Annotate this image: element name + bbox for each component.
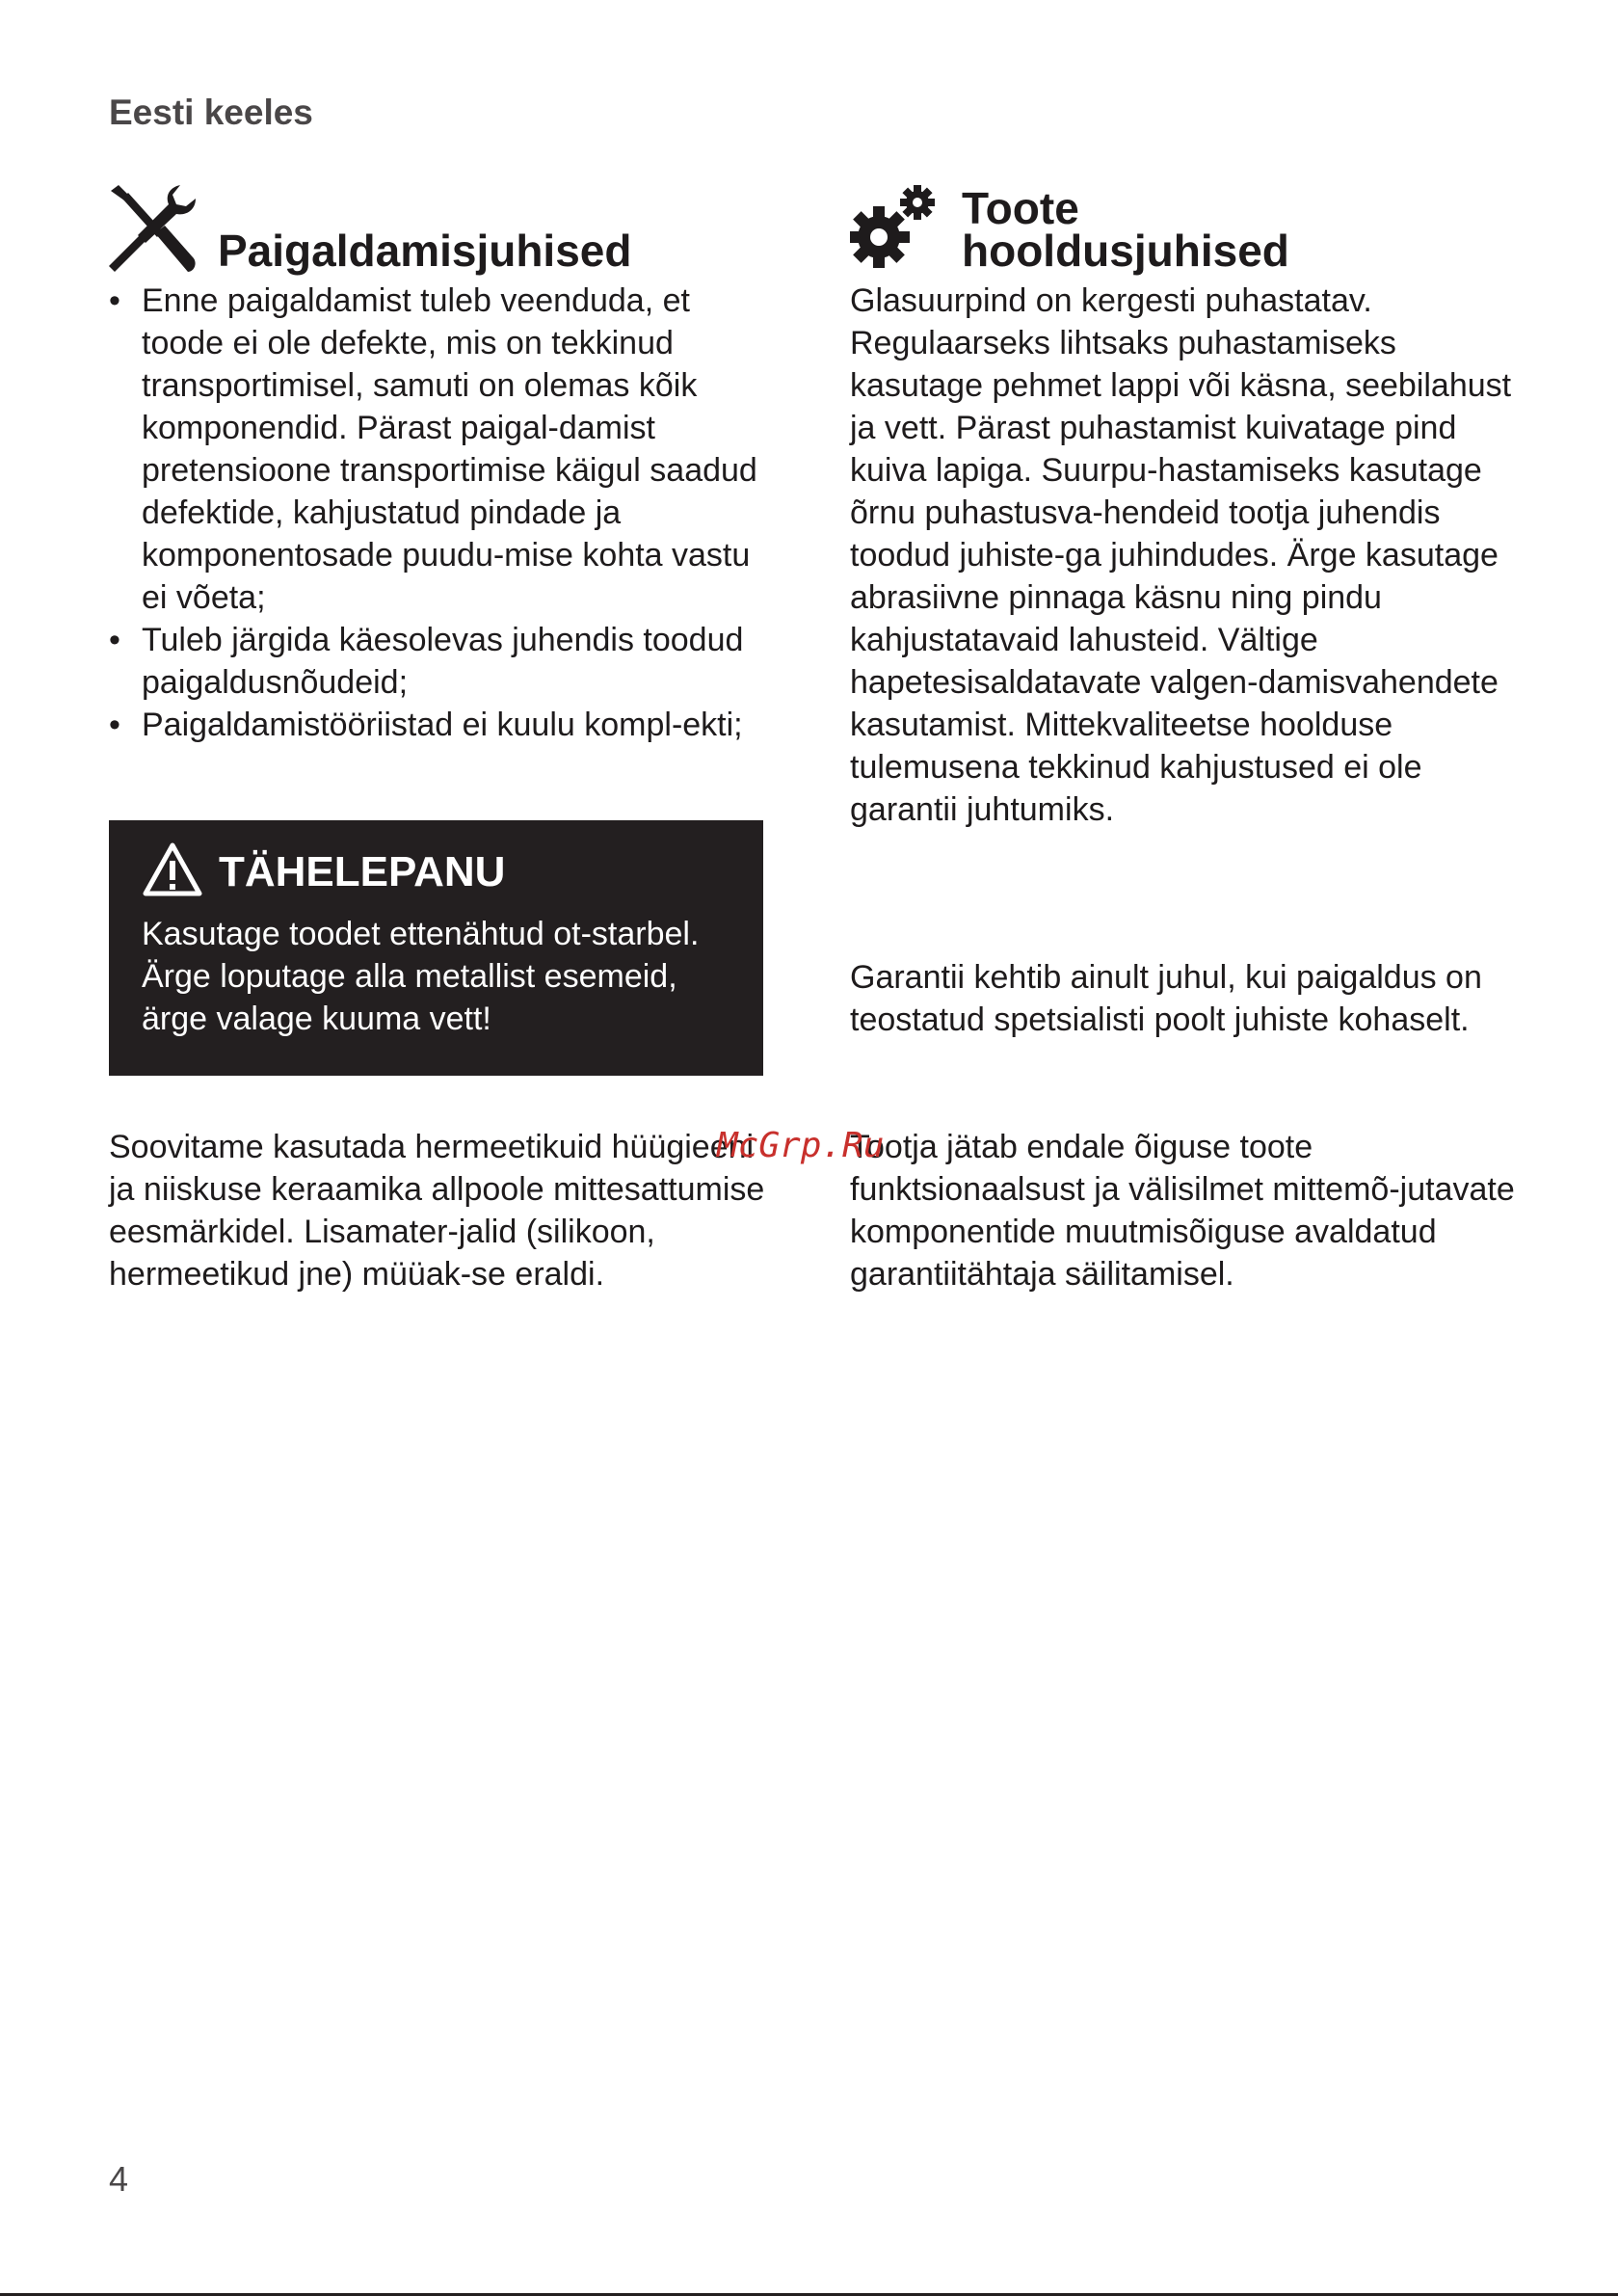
installation-list — [109, 280, 774, 746]
warning-triangle-icon — [142, 841, 203, 897]
installation-section — [109, 183, 774, 746]
warning-title: TÄHELEPANU — [219, 848, 506, 895]
care-header — [850, 183, 1525, 280]
installation-title: Paigaldamisjuhised — [218, 226, 632, 276]
page-number: 4 — [109, 2159, 129, 2199]
tools-icon — [109, 185, 198, 274]
watermark: McGrp.Ru — [717, 1126, 885, 1165]
rights-text: Tootja jätab endale õiguse toote funktsionaalsust ja välisilmet mittemõ-jutavate komponentide muutmisõiguse avaldatud garantiitähtaja säilitamisel. — [850, 1129, 1515, 1293]
language-label: Eesti keeles — [109, 93, 313, 132]
list-item: • Paigaldamistööriistad ei kuulu kompl-ekti; — [109, 704, 774, 746]
care-title-line1: Toote — [962, 183, 1079, 233]
care-title-line2: hooldusjuhised — [962, 226, 1289, 276]
warning-text: Kasutage toodet ettenähtud ot-starbel. Ärge loputage alla metallist esemeid, ärge valage kuuma vett! — [142, 916, 700, 1037]
warning-box — [109, 820, 763, 1076]
sealant-note: Soovitame kasutada hermeetikuid hüügieeni ja niiskuse keraamika allpoole mittesattumise eesmärkidel. Lisamater-jalid (silikoon, hermeetikud jne) müüak-se eraldi. — [109, 1129, 765, 1293]
care-text: Glasuurpind on kergesti puhastatav. Regulaarseks lihtsaks puhastamiseks kasutage pehmet lappi või käsna, seebilahust ja vett. Pärast puhastamist kuivatage pind kuiva lapiga. Suurpu-hastamiseks kasutage õrnu puhastusva-hendeid tootja juhendis toodud juhiste-ga juhindudes. Ärge kasutage abrasiivne pinnaga käsnu ning pindu kahjustatavaid lahusteid. Vältige hapetesisaldatavate valgen-damisvahendete kasutamist. Mittekvaliteetse hoolduse tulemusena tekkinud kahjustused ei ole garantii juhtumiks. — [850, 282, 1512, 828]
gear-icon — [850, 183, 941, 274]
warranty-text: Garantii kehtib ainult juhul, kui paigaldus on teostatud spetsialisti poolt juhiste kohaselt. — [850, 959, 1482, 1038]
care-section — [850, 183, 1525, 831]
list-item: • Enne paigaldamist tuleb veenduda, et toode ei ole defekte, mis on tekkinud transportimisel, samuti on olemas kõik komponendid. Pärast paigal-damist pretensioone transportimise käigul saadud defektide, kahjustatud pindade ja komponentosade puudu-mise kohta vastu ei võeta; — [109, 280, 774, 619]
list-item: • Tuleb järgida käesolevas juhendis toodud paigaldusnõudeid; — [109, 619, 774, 704]
installation-header — [109, 183, 774, 280]
